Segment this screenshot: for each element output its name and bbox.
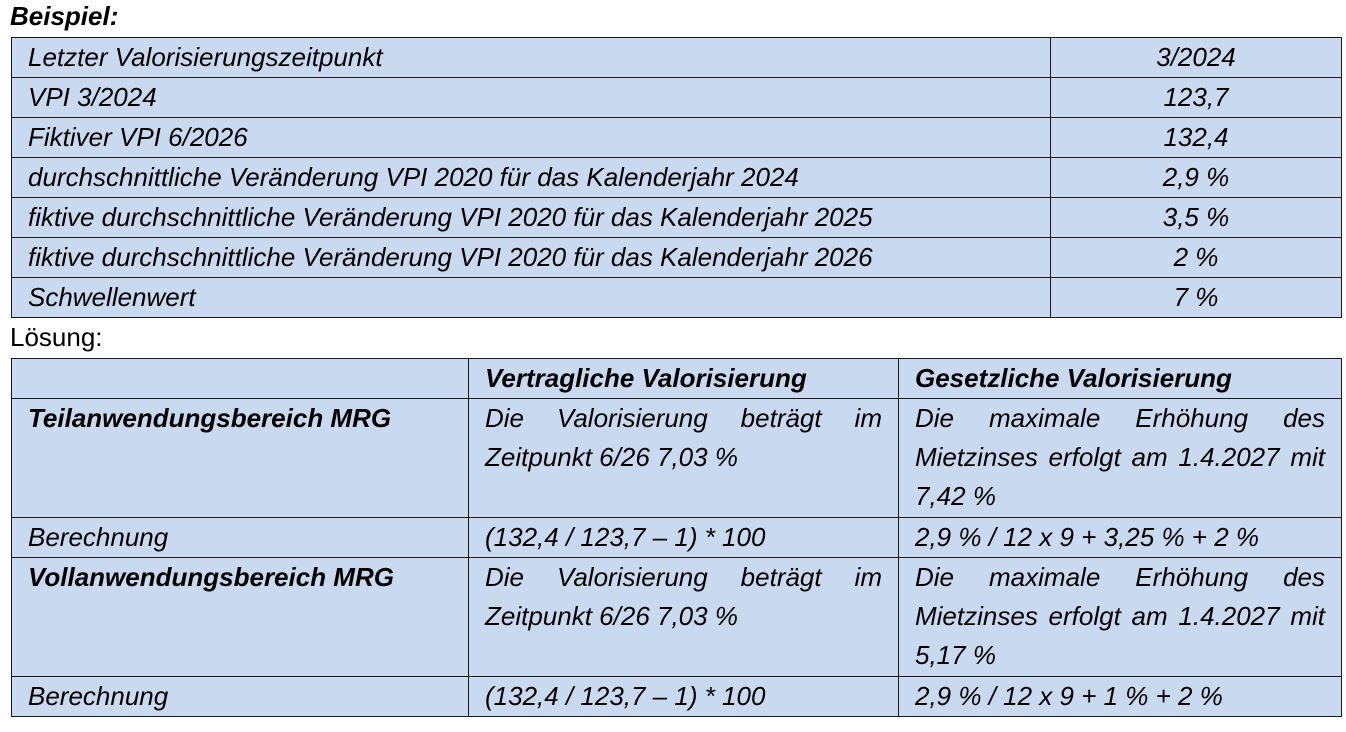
table-row xyxy=(12,38,1342,78)
row-label: fiktive durchschnittliche Veränderung VPI 2020 für das Kalenderjahr 2026 xyxy=(12,238,1051,278)
row-value: 3,5 % xyxy=(1051,198,1342,238)
table-row xyxy=(12,677,1342,717)
row-label: Schwellenwert xyxy=(12,278,1051,318)
gesetzlich-text: Die maximale Erhöhung des Mietzinses erfolgt am 1.4.2027 mit 7,42 % xyxy=(899,399,1342,518)
calc-vertraglich: (132,4 / 123,7 – 1) * 100 xyxy=(469,677,899,717)
gesetzlich-text: Die maximale Erhöhung des Mietzinses erfolgt am 1.4.2027 mit 5,17 % xyxy=(899,558,1342,677)
section-title: Teilanwendungsbereich MRG xyxy=(12,399,469,518)
table-row xyxy=(12,399,1342,518)
table-row xyxy=(12,198,1342,238)
solution-table xyxy=(11,358,1342,717)
table-row xyxy=(12,518,1342,558)
row-value: 2 % xyxy=(1051,238,1342,278)
calc-label: Berechnung xyxy=(12,677,469,717)
row-label: fiktive durchschnittliche Veränderung VPI 2020 für das Kalenderjahr 2025 xyxy=(12,198,1051,238)
example-heading: Beispiel: xyxy=(10,1,119,31)
header-vertragliche-valorisierung: Vertragliche Valorisierung xyxy=(469,359,899,399)
row-label: VPI 3/2024 xyxy=(12,78,1051,118)
example-table xyxy=(11,37,1342,318)
header-gesetzliche-valorisierung: Gesetzliche Valorisierung xyxy=(899,359,1342,399)
row-value: 7 % xyxy=(1051,278,1342,318)
calc-gesetzlich: 2,9 % / 12 x 9 + 3,25 % + 2 % xyxy=(899,518,1342,558)
calc-vertraglich: (132,4 / 123,7 – 1) * 100 xyxy=(469,518,899,558)
table-row xyxy=(12,558,1342,677)
table-row xyxy=(12,158,1342,198)
row-label: durchschnittliche Veränderung VPI 2020 für das Kalenderjahr 2024 xyxy=(12,158,1051,198)
table-row xyxy=(12,238,1342,278)
row-value: 132,4 xyxy=(1051,118,1342,158)
calc-label: Berechnung xyxy=(12,518,469,558)
table-row xyxy=(12,118,1342,158)
table-row xyxy=(12,78,1342,118)
vertraglich-text: Die Valorisierung beträgt im Zeitpunkt 6/26 7,03 % xyxy=(469,558,899,677)
table-header-row xyxy=(12,359,1342,399)
vertraglich-text: Die Valorisierung beträgt im Zeitpunkt 6/26 7,03 % xyxy=(469,399,899,518)
row-value: 2,9 % xyxy=(1051,158,1342,198)
row-value: 3/2024 xyxy=(1051,38,1342,78)
calc-gesetzlich: 2,9 % / 12 x 9 + 1 % + 2 % xyxy=(899,677,1342,717)
table-row xyxy=(12,278,1342,318)
row-value: 123,7 xyxy=(1051,78,1342,118)
solution-heading: Lösung: xyxy=(10,322,103,352)
row-label: Letzter Valorisierungszeitpunkt xyxy=(12,38,1051,78)
row-label: Fiktiver VPI 6/2026 xyxy=(12,118,1051,158)
section-title: Vollanwendungsbereich MRG xyxy=(12,558,469,677)
header-empty-cell xyxy=(12,359,469,399)
